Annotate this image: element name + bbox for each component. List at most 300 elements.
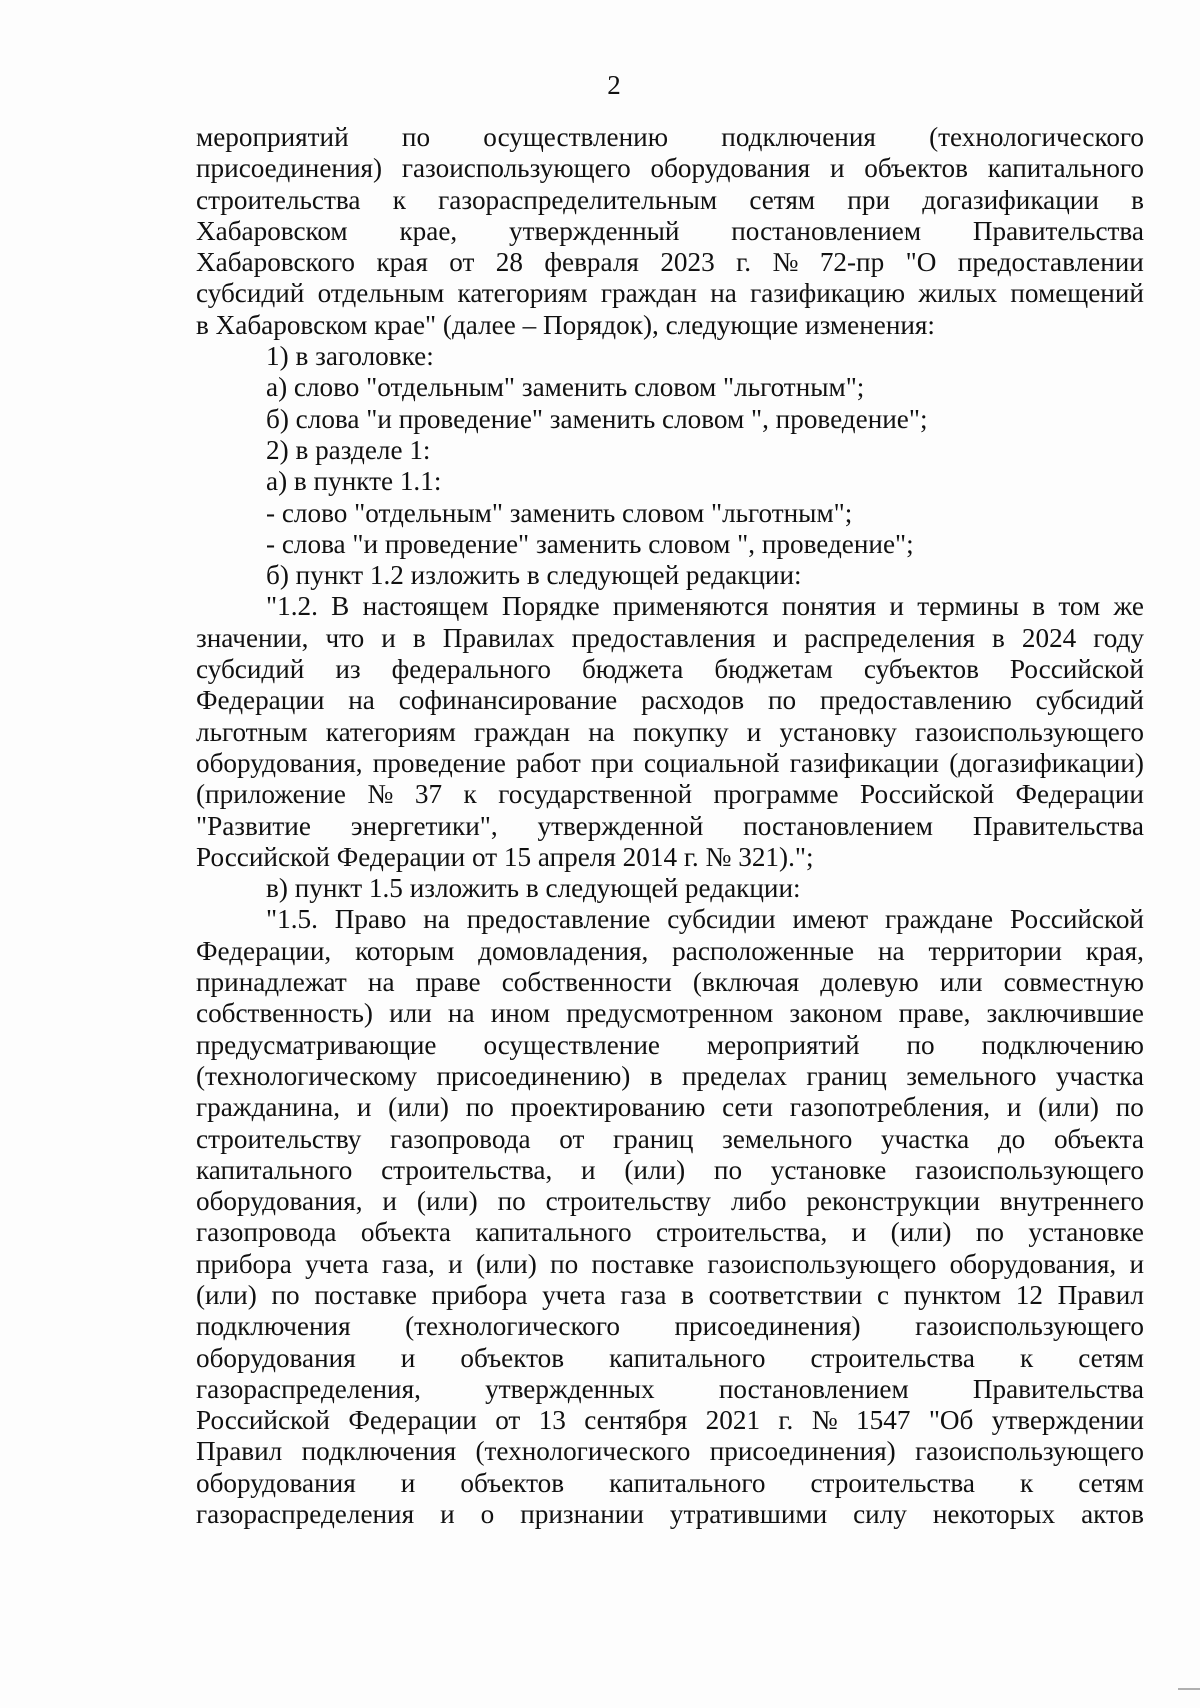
word: от — [495, 1405, 521, 1436]
word: настоящем — [362, 591, 489, 622]
word: объекта — [1053, 1123, 1144, 1154]
text-line — [196, 717, 1144, 748]
word: постановлением — [718, 1373, 909, 1404]
word: софинансирование — [398, 685, 618, 716]
text-line: 2) в разделе 1: — [266, 434, 431, 465]
word: в — [1032, 591, 1046, 622]
text-line — [196, 185, 1144, 216]
text-line — [196, 998, 1144, 1029]
word: законом — [789, 998, 883, 1029]
word: учета — [305, 1248, 369, 1279]
word: объектов — [864, 153, 968, 184]
word: 2021 — [705, 1405, 761, 1436]
text-line — [196, 748, 1144, 779]
word: осуществлению — [483, 122, 669, 152]
text-line — [196, 278, 1144, 309]
word: осуществление — [483, 1029, 660, 1060]
word: оборудования, — [949, 1248, 1117, 1279]
word: утвержденных — [485, 1373, 655, 1404]
word: строительства — [810, 1467, 975, 1498]
word: сети — [722, 1092, 773, 1123]
word: капитального — [609, 1342, 766, 1373]
word: догазификации — [922, 184, 1099, 215]
word: прибора — [431, 1279, 528, 1310]
word: Правил — [196, 1436, 283, 1467]
word: края — [376, 247, 428, 278]
word: газораспределительным — [438, 184, 718, 215]
word: капитального — [987, 153, 1144, 184]
word: "1.5. — [266, 904, 318, 935]
word: Российской — [1010, 904, 1144, 935]
word: предоставлении — [957, 247, 1144, 278]
text-line — [196, 654, 1144, 685]
word: присоединению) — [436, 1060, 631, 1091]
word: и — [1129, 1248, 1144, 1279]
word: Хабаровского — [196, 247, 356, 278]
word: или — [939, 967, 983, 998]
word: присоединения) — [196, 153, 383, 184]
text-line — [196, 216, 1144, 247]
word: (догазификации) — [949, 747, 1144, 778]
word: по — [906, 1029, 935, 1060]
word: социальной — [643, 747, 780, 778]
word: сетям — [1078, 1467, 1144, 1498]
text-line — [196, 1499, 1144, 1530]
word: поставке — [314, 1279, 417, 1310]
word: Российской — [860, 779, 995, 810]
word: и — [400, 1467, 416, 1498]
word: термины — [917, 591, 1019, 622]
word: мероприятий — [196, 122, 349, 152]
word: до — [997, 1123, 1026, 1154]
word: принадлежат — [196, 967, 347, 998]
word: газоиспользующего — [401, 153, 631, 184]
word: 2024 — [1021, 622, 1077, 653]
word: на — [348, 685, 375, 716]
word: февраля — [544, 247, 639, 278]
word: (или) — [624, 1154, 686, 1185]
word: от — [559, 1123, 585, 1154]
text-line — [196, 1217, 1144, 1248]
word: на — [588, 716, 615, 747]
word: и — [746, 716, 762, 747]
word: предусмотренном — [566, 998, 774, 1029]
word: внутреннего — [999, 1186, 1144, 1217]
word: 2023 — [660, 247, 715, 278]
word: и — [381, 622, 396, 653]
document-body — [196, 122, 1144, 1530]
word: и — [581, 1154, 596, 1185]
word: "1.2. — [266, 591, 318, 622]
word: газификации — [789, 747, 939, 778]
word: Правительства — [972, 810, 1144, 841]
word: капитального — [475, 1217, 632, 1248]
word: "Развитие — [196, 810, 311, 841]
word: о — [480, 1499, 495, 1530]
word: Федерации — [1015, 779, 1144, 810]
word: оборудования — [650, 153, 811, 184]
word: значении, — [196, 622, 309, 653]
word: и — [889, 591, 904, 622]
text-line — [196, 1030, 1144, 1061]
text-line — [196, 1343, 1144, 1374]
word: в — [992, 622, 1005, 653]
word: льготным — [196, 716, 308, 747]
word: газопровода — [196, 1217, 337, 1248]
text-line: Российской Федерации от 15 апреля 2014 г. № 321)."; — [196, 841, 814, 872]
word: в — [649, 1060, 663, 1091]
word: признании — [520, 1499, 644, 1530]
word: субсидии — [667, 904, 776, 935]
text-line — [196, 811, 1144, 842]
word: оборудования, — [196, 747, 363, 778]
text-line: а) слово "отдельным" заменить словом "льготным"; — [266, 372, 865, 403]
word: Правительства — [972, 1373, 1144, 1404]
word: Право — [334, 904, 407, 935]
word: объектов — [460, 1342, 565, 1373]
word: № — [811, 1405, 838, 1436]
word: "Об — [928, 1405, 974, 1436]
word: к — [1019, 1467, 1034, 1498]
word: подключения — [301, 1436, 457, 1467]
word: субъектов — [863, 654, 979, 685]
word: сентября — [584, 1405, 688, 1436]
word: же — [1113, 591, 1144, 622]
text-line — [196, 247, 1144, 278]
word: постановлением — [731, 215, 922, 246]
word: установке — [770, 1154, 887, 1185]
word: по — [271, 1279, 300, 1310]
word: бюджетам — [714, 654, 833, 685]
word: подключению — [981, 1029, 1144, 1060]
word: строительства, — [381, 1154, 553, 1185]
word: и — [851, 1217, 867, 1248]
word: (или) — [1038, 1092, 1099, 1123]
word: (или) — [196, 1279, 257, 1310]
word: 1547 — [856, 1405, 911, 1436]
word: 37 — [414, 779, 443, 810]
word: из — [335, 654, 361, 685]
word: капитального — [609, 1467, 766, 1498]
word: по — [713, 1154, 743, 1185]
word: праве — [415, 967, 481, 998]
word: граждане — [884, 904, 994, 935]
word: пределах — [681, 1060, 787, 1091]
text-line: б) слова "и проведение" заменить словом ", проведение"; — [266, 403, 928, 434]
word: с — [876, 1279, 890, 1310]
word: подключения — [721, 122, 876, 152]
word: жилых — [918, 278, 998, 309]
word: по — [975, 1217, 1004, 1248]
word: границ — [612, 1123, 694, 1154]
word: газоиспользующего — [915, 1154, 1144, 1185]
word: 13 — [538, 1405, 566, 1436]
word: субсидий — [1035, 685, 1144, 716]
word: оборудования, — [196, 1186, 363, 1217]
text-line — [196, 122, 1144, 153]
word: применяются — [612, 591, 769, 622]
word: распределения — [804, 622, 976, 653]
word: газораспределения, — [196, 1373, 421, 1404]
word: строительства — [810, 1342, 975, 1373]
word: граждан — [473, 716, 571, 747]
word: реконструкции — [806, 1186, 980, 1217]
word: покупку — [633, 716, 729, 747]
word: на — [877, 935, 905, 966]
word: строительству — [545, 1186, 712, 1217]
word: по — [401, 122, 431, 152]
word: Федерации, — [196, 935, 332, 966]
word: пунктом — [903, 1279, 1002, 1310]
word: и — [829, 153, 845, 184]
word: Хабаровском — [196, 215, 348, 246]
word: собственности — [501, 967, 672, 998]
word: к — [1019, 1342, 1034, 1373]
word: федерального — [391, 654, 551, 685]
word: Российской — [1009, 654, 1144, 685]
word: крае, — [399, 215, 458, 246]
text-line — [196, 1061, 1144, 1092]
word: предусматривающие — [196, 1029, 437, 1060]
word: Федерации — [348, 1405, 477, 1436]
word: и — [772, 622, 788, 653]
word: году — [1093, 622, 1144, 653]
word: 28 — [495, 247, 523, 278]
word: и — [448, 1248, 463, 1279]
word: категориям — [457, 278, 588, 309]
word: и — [356, 1092, 372, 1123]
word: (технологическому — [196, 1060, 418, 1091]
word: поставке — [591, 1248, 695, 1279]
word: присоединения) — [674, 1311, 861, 1342]
word: домовладения, — [478, 935, 649, 966]
text-line — [196, 1374, 1144, 1405]
word: заключившие — [986, 998, 1144, 1029]
word: газоиспользующего — [915, 1311, 1144, 1342]
word: земельного — [906, 1060, 1037, 1091]
word: установке — [1028, 1217, 1144, 1248]
word: подключения — [196, 1311, 351, 1342]
word: помещений — [1010, 278, 1144, 309]
word: строительства — [196, 184, 361, 215]
word: актов — [1081, 1499, 1144, 1530]
text-line — [196, 591, 1144, 622]
word: объекта — [360, 1217, 451, 1248]
text-line: б) пункт 1.2 изложить в следующей редакции: — [266, 560, 802, 591]
word: прибора — [196, 1248, 292, 1279]
word: на — [367, 967, 395, 998]
word: (технологического — [405, 1311, 620, 1342]
word: понятия — [781, 591, 877, 622]
text-line — [196, 1092, 1144, 1123]
text-line — [196, 1155, 1144, 1186]
word: (технологического — [475, 1436, 691, 1467]
word: строительству — [196, 1123, 362, 1154]
word: проведение — [372, 747, 506, 778]
word: (или) — [388, 1092, 449, 1123]
word: объектов — [460, 1467, 565, 1498]
word: в — [681, 1279, 694, 1310]
word: Порядке — [501, 591, 600, 622]
text-line: - слова "и проведение" заменить словом ", проведение"; — [266, 528, 914, 559]
word: работ — [516, 747, 581, 778]
word: категориям — [325, 716, 456, 747]
word: земельного — [722, 1123, 853, 1154]
text-line: в Хабаровском крае" (далее – Порядок), следующие изменения: — [196, 309, 935, 340]
word: в — [412, 622, 426, 653]
text-line — [196, 623, 1144, 654]
word: газопотребления, — [789, 1092, 991, 1123]
word: которым — [355, 935, 455, 966]
word: государственной — [498, 779, 693, 810]
word: по — [767, 685, 797, 716]
text-line — [196, 1280, 1144, 1311]
word: газораспределения — [196, 1499, 415, 1530]
text-line — [196, 904, 1144, 935]
word: газоиспользующего — [915, 1436, 1144, 1467]
word: утвержденной — [537, 810, 704, 841]
word: предоставлению — [819, 685, 1012, 716]
word: по — [1115, 1092, 1144, 1123]
word: и — [400, 1342, 416, 1373]
word: Российской — [196, 1405, 330, 1436]
word: в — [1131, 184, 1144, 215]
word: граждан — [600, 278, 697, 309]
word: территории — [928, 935, 1062, 966]
word: отдельным — [317, 278, 445, 309]
word: предоставление — [466, 904, 651, 935]
word: (приложение — [196, 779, 346, 810]
word: что — [325, 622, 365, 653]
word: оборудования — [196, 1467, 356, 1498]
word: собственность) — [196, 998, 373, 1029]
word: при — [847, 184, 890, 215]
word: установку — [779, 716, 897, 747]
word: газоиспользующего — [915, 716, 1144, 747]
word: (или) — [890, 1217, 952, 1248]
text-line — [196, 153, 1144, 184]
text-line: а) в пункте 1.1: — [266, 466, 442, 497]
word: на — [710, 278, 737, 309]
word: 12 — [1015, 1279, 1043, 1310]
page-number: 2 — [607, 70, 621, 100]
word: (включая — [692, 967, 800, 998]
text-line — [196, 1405, 1144, 1436]
word: газификацию — [750, 278, 906, 309]
word: утвержденный — [509, 215, 680, 246]
word: учета — [542, 1279, 606, 1310]
word: "О — [905, 247, 937, 278]
word: Правил — [1057, 1279, 1144, 1310]
word: или — [389, 998, 432, 1029]
word: (или) — [475, 1248, 537, 1279]
word: ином — [490, 998, 551, 1029]
word: 72-пр — [819, 247, 885, 278]
word: силу — [853, 1499, 907, 1530]
word: газоиспользующего — [707, 1248, 937, 1279]
word: постановлением — [743, 810, 933, 841]
word: газа — [620, 1279, 667, 1310]
word: № — [367, 779, 394, 810]
word: Правительства — [972, 215, 1144, 246]
word: края, — [1085, 935, 1144, 966]
text-line — [196, 1124, 1144, 1155]
word: капитального — [196, 1154, 353, 1185]
word: расходов — [641, 685, 745, 716]
word: соответствии — [708, 1279, 863, 1310]
word: на — [447, 998, 475, 1029]
text-line — [196, 1436, 1144, 1467]
word: субсидий — [196, 278, 305, 309]
word: предоставления — [571, 622, 756, 653]
word: г. — [736, 247, 752, 278]
word: к — [463, 779, 477, 810]
word: присоединения) — [709, 1436, 896, 1467]
word: при — [590, 747, 634, 778]
word: программе — [713, 779, 839, 810]
word: некоторых — [932, 1499, 1056, 1530]
word: расположенные — [672, 935, 855, 966]
word: субсидий — [196, 654, 305, 685]
word: границ — [806, 1060, 887, 1091]
word: от — [449, 247, 475, 278]
word: долевую — [820, 967, 919, 998]
word: и — [1006, 1092, 1022, 1123]
text-line: 1) в заголовке: — [266, 341, 434, 372]
word: проектированию — [510, 1092, 706, 1123]
word: мероприятий — [706, 1029, 860, 1060]
word: том — [1058, 591, 1101, 622]
word: и — [440, 1499, 455, 1530]
text-line — [196, 1311, 1144, 1342]
word: энергетики", — [350, 810, 498, 841]
word: утверждении — [991, 1405, 1144, 1436]
word: г. — [778, 1405, 794, 1436]
word: и — [382, 1186, 397, 1217]
word: (технологического — [929, 122, 1144, 152]
text-line — [196, 936, 1144, 967]
word: оборудования — [196, 1342, 356, 1373]
text-line — [196, 1468, 1144, 1499]
text-line — [196, 1186, 1144, 1217]
word: утратившими — [669, 1499, 828, 1530]
word: праве, — [898, 998, 971, 1029]
word: на — [423, 904, 450, 935]
word: Правилах — [442, 622, 555, 653]
word: (или) — [416, 1186, 478, 1217]
text-line — [196, 1249, 1144, 1280]
word: гражданина, — [196, 1092, 341, 1123]
word: по — [497, 1186, 526, 1217]
word: сетям — [749, 184, 816, 215]
word: совместную — [1003, 967, 1144, 998]
word: № — [772, 247, 799, 278]
scan-edge-mark — [1178, 1688, 1200, 1690]
text-line — [196, 967, 1144, 998]
word: Федерации — [196, 685, 325, 716]
word: по — [465, 1092, 494, 1123]
word: имеют — [792, 904, 869, 935]
word: газа, — [382, 1248, 435, 1279]
text-line — [196, 779, 1144, 810]
word: газопровода — [390, 1123, 531, 1154]
word: к — [392, 184, 406, 215]
word: сетям — [1078, 1342, 1144, 1373]
word: строительства, — [656, 1217, 828, 1248]
word: участка — [1055, 1060, 1144, 1091]
text-line: - слово "отдельным" заменить словом "льготным"; — [266, 497, 853, 528]
text-line: в) пункт 1.5 изложить в следующей редакции: — [266, 873, 801, 904]
